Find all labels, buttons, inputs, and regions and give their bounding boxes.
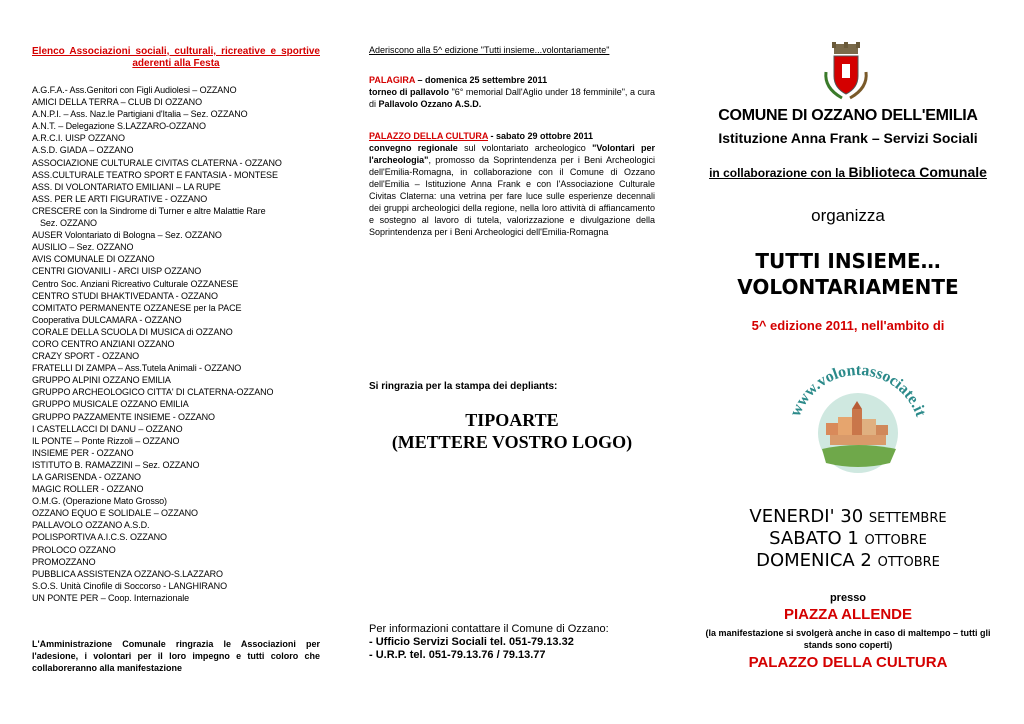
association-item: A.G.F.A.- Ass.Genitori con Figli Audiolesi – OZZANO bbox=[32, 85, 237, 95]
association-item: CORO CENTRO ANZIANI OZZANO bbox=[32, 338, 175, 349]
association-item: Cooperativa DULCAMARA - OZZANO bbox=[32, 314, 182, 325]
association-item: MAGIC ROLLER - OZZANO bbox=[32, 484, 144, 495]
association-item: S.O.S. Unità Cinofile di Soccorso - LANGHIRANO bbox=[32, 580, 227, 591]
institution-name: Istituzione Anna Frank – Servizi Sociali bbox=[718, 130, 978, 146]
association-item: PROLOCO OZZANO bbox=[32, 544, 116, 555]
venue-palazzo: PALAZZO DELLA CULTURA bbox=[748, 654, 948, 671]
palazzo-text1: sul volontariato archeologico bbox=[457, 143, 593, 153]
print-thanks: Si ringrazia per la stampa dei depliants: bbox=[369, 381, 558, 392]
date-friday: VENERDI' 30 settembre bbox=[749, 506, 947, 527]
collaboration-line bbox=[700, 164, 996, 180]
logo-url-text: www.volontassociate.it bbox=[787, 361, 930, 419]
association-item: FRATELLI DI ZAMPA – Ass.Tutela Animali - OZZANO bbox=[32, 363, 242, 374]
weather-note: (la manifestazione si svolgerà anche in caso di maltempo – tutti gli stands sono coperti) bbox=[705, 628, 991, 650]
association-item: CRAZY SPORT - OZZANO bbox=[32, 351, 140, 362]
association-item: AUSER Volontariato di Bologna – Sez. OZZANO bbox=[32, 230, 222, 241]
printer-name: TIPOARTE bbox=[465, 410, 559, 430]
palazzo-venue: PALAZZO DELLA CULTURA bbox=[369, 131, 488, 141]
contact-intro: Per informazioni contattare il Comune di Ozzano: bbox=[369, 623, 609, 635]
association-item: AMICI DELLA TERRA – CLUB DI OZZANO bbox=[32, 97, 202, 108]
palazzo-title: "Volontari per l'archeologia" bbox=[369, 143, 655, 165]
associations-title: Elenco Associazioni sociali, culturali, ricreative e sportive aderenti alla Festa bbox=[32, 46, 320, 69]
left-panel bbox=[32, 0, 320, 724]
thanks-note: L'Amministrazione Comunale ringrazia le Associazioni per l'adesione, i volontari per il loro impegno e tutti coloro che collaboreranno alla manifestazione bbox=[32, 639, 320, 673]
adherence-heading: Aderiscono alla 5^ edizione "Tutti insieme...volontariamente" bbox=[369, 45, 610, 55]
association-item: GRUPPO PAZZAMENTE INSIEME - OZZANO bbox=[32, 411, 215, 422]
palazzo-description: , promosso da Soprintendenza per i Beni Archeologici dell'Emilia-Romagna, in collaborazione con il Comune di Ozzano dell'Emilia – Istituzione Anna Frank e con l'Associazione Culturale Civitas Claterna: una vetrina per fare luce sulle esperienze decennali dei gruppi archeologici della regione, nella loro attività di affiancamento e sostegno al lavoro di tutela, valorizzazione e divulgazione della Soprintendenza per i Beni Archeologici dell'Emilia-Romagna bbox=[369, 155, 655, 237]
association-item: COMITATO PERMANENTE OZZANESE per la PACE bbox=[32, 302, 242, 313]
library-name: Biblioteca Comunale bbox=[848, 164, 987, 180]
contact-info bbox=[369, 623, 655, 662]
event-title-line2: VOLONTARIAMENTE bbox=[737, 275, 959, 299]
association-item: ASS.CULTURALE TEATRO SPORT E FANTASIA - MONTESE bbox=[32, 169, 278, 180]
palagira-date: – domenica 25 settembre 2011 bbox=[415, 75, 548, 85]
collaboration-prefix: in collaborazione con la bbox=[709, 166, 849, 180]
event-dates bbox=[700, 506, 996, 572]
association-item: UN PONTE PER – Coop. Internazionale bbox=[32, 592, 190, 603]
association-item: Centro Soc. Anziani Ricreativo Culturale OZZANESE bbox=[32, 278, 239, 289]
printer-logo-note: (METTERE VOSTRO LOGO) bbox=[391, 432, 633, 452]
date-sunday: DOMENICA 2 ottobre bbox=[756, 550, 940, 571]
association-item: GRUPPO ARCHEOLOGICO CITTA' DI CLATERNA-OZZANO bbox=[32, 387, 274, 398]
contact-urp: - U.R.P. tel. 051-79.13.76 / 79.13.77 bbox=[369, 649, 546, 661]
association-item: CENTRO STUDI BHAKTIVEDANTA - OZZANO bbox=[32, 290, 218, 301]
association-item: O.M.G. (Operazione Mato Grosso) bbox=[32, 496, 167, 507]
date-saturday: SABATO 1 ottobre bbox=[769, 528, 927, 549]
middle-panel bbox=[369, 0, 655, 724]
association-item: PROMOZZANO bbox=[32, 556, 96, 567]
organizes-label: organizza bbox=[811, 206, 885, 225]
association-item: POLISPORTIVA A.I.C.S. OZZANO bbox=[32, 532, 167, 543]
association-item: CORALE DELLA SCUOLA DI MUSICA di OZZANO bbox=[32, 326, 233, 337]
volontassociate-logo bbox=[778, 345, 938, 475]
association-item: A.R.C.I. UISP OZZANO bbox=[32, 133, 125, 144]
event-title-line1: TUTTI INSIEME… bbox=[755, 249, 941, 273]
municipal-crest-icon bbox=[822, 42, 870, 104]
association-item: OZZANO EQUO E SOLIDALE – OZZANO bbox=[32, 508, 198, 519]
association-item: CENTRI GIOVANILI - ARCI UISP OZZANO bbox=[32, 266, 202, 277]
association-item: IL PONTE – Ponte Rizzoli – OZZANO bbox=[32, 435, 180, 446]
palagira-activity: torneo di pallavolo bbox=[369, 87, 450, 97]
palazzo-activity: convegno regionale bbox=[369, 143, 458, 153]
venue-piazza: PIAZZA ALLENDE bbox=[783, 606, 913, 623]
association-item: ISTITUTO B. RAMAZZINI – Sez. OZZANO bbox=[32, 459, 200, 470]
contact-social-services: - Ufficio Servizi Sociali tel. 051-79.13.32 bbox=[369, 636, 574, 648]
association-item: CRESCERE con la Sindrome di Turner e altre Malattie Rare bbox=[32, 205, 266, 216]
associations-list bbox=[32, 84, 320, 604]
palazzo-date: - sabato 29 ottobre 2011 bbox=[487, 131, 594, 141]
palagira-event bbox=[369, 74, 655, 110]
association-item: A.N.T. – Delegazione S.LAZZARO-OZZANO bbox=[32, 121, 206, 132]
association-item: I CASTELLACCI DI DANU – OZZANO bbox=[32, 423, 183, 434]
association-item: GRUPPO ALPINI OZZANO EMILIA bbox=[32, 375, 171, 386]
association-item: ASS. DI VOLONTARIATO EMILIANI – LA RUPE bbox=[32, 181, 221, 192]
association-item: LA GARISENDA - OZZANO bbox=[32, 472, 141, 482]
palazzo-event bbox=[369, 130, 655, 238]
palagira-organizer: Pallavolo Ozzano A.S.D. bbox=[378, 99, 482, 109]
association-item: INSIEME PER - OZZANO bbox=[32, 447, 134, 458]
at-label: presso bbox=[829, 592, 867, 604]
association-item: GRUPPO MUSICALE OZZANO EMILIA bbox=[32, 399, 189, 410]
association-item: PUBBLICA ASSISTENZA OZZANO-S.LAZZARO bbox=[32, 568, 223, 579]
palagira-venue: PALAGIRA bbox=[369, 75, 415, 85]
right-panel bbox=[700, 0, 996, 724]
association-item: A.S.D. GIADA – OZZANO bbox=[32, 145, 134, 156]
association-item: Sez. OZZANO bbox=[40, 218, 97, 229]
municipality-name: COMUNE DI OZZANO DELL'EMILIA bbox=[718, 107, 978, 124]
event-title bbox=[700, 248, 996, 300]
association-item: A.N.P.I. – Ass. Naz.le Partigiani d'Italia – Sez. OZZANO bbox=[32, 109, 248, 120]
printer-block bbox=[369, 409, 655, 453]
association-item: AVIS COMUNALE DI OZZANO bbox=[32, 254, 155, 265]
association-item: ASSOCIAZIONE CULTURALE CIVITAS CLATERNA - OZZANO bbox=[32, 157, 282, 168]
association-item: ASS. PER LE ARTI FIGURATIVE - OZZANO bbox=[32, 193, 208, 204]
association-item: AUSILIO – Sez. OZZANO bbox=[32, 242, 134, 253]
palagira-description: "6° memorial Dall'Aglio under 18 femminile", a cura di bbox=[369, 87, 655, 109]
association-item: PALLAVOLO OZZANO A.S.D. bbox=[32, 520, 150, 531]
edition-line: 5^ edizione 2011, nell'ambito di bbox=[751, 318, 945, 333]
